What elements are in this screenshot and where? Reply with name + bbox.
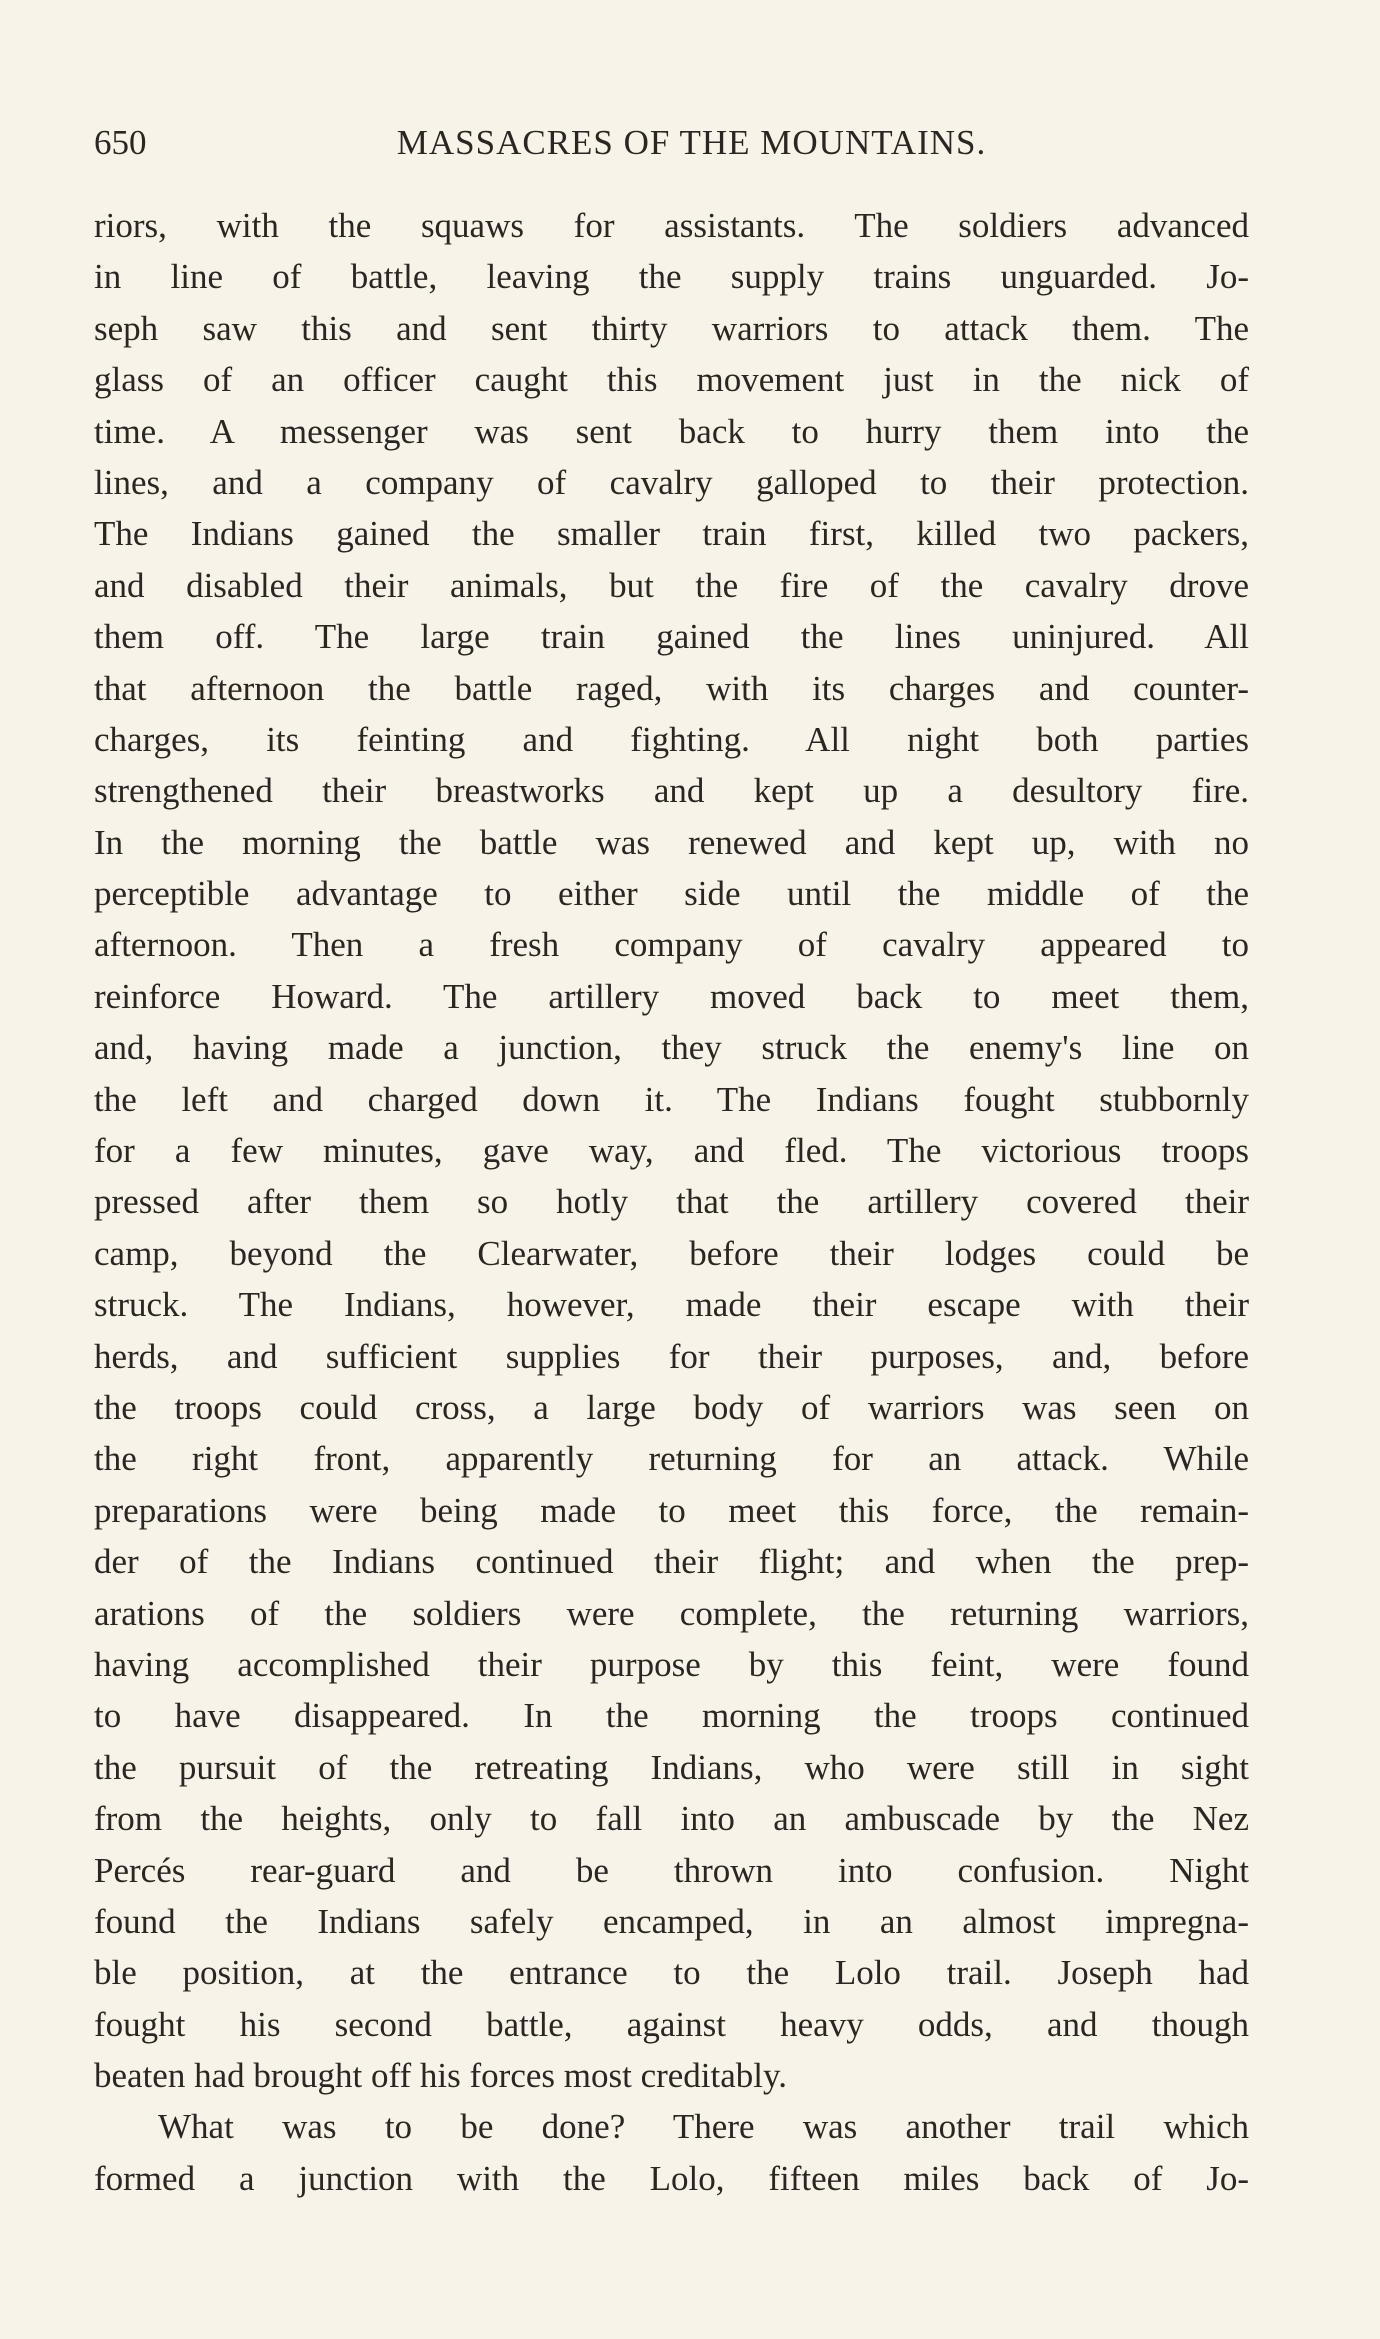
- text-line: reinforce Howard. The artillery moved back to meet them,: [94, 976, 1249, 1016]
- text-line: time. A messenger was sent back to hurry them into the: [94, 411, 1249, 451]
- running-title: MASSACRES OF THE MOUNTAINS.: [396, 123, 987, 162]
- text-line: The Indians gained the smaller train first, killed two packers,: [94, 514, 1249, 554]
- text-line: to have disappeared. In the morning the troops continued: [94, 1696, 1249, 1736]
- text-line: perceptible advantage to either side until the middle of the: [94, 874, 1249, 914]
- text-line: them off. The large train gained the lines uninjured. All: [94, 617, 1249, 657]
- text-line: pressed after them so hotly that the artillery covered their: [94, 1182, 1249, 1222]
- text-line: der of the Indians continued their flight; and when the prep-: [94, 1542, 1249, 1582]
- paragraph-first-line: What was to be done? There was another trail which: [158, 2107, 1249, 2147]
- text-line: arations of the soldiers were complete, the returning warriors,: [94, 1593, 1249, 1633]
- text-line: and, having made a junction, they struck the enemy's line on: [94, 1028, 1249, 1068]
- text-line: camp, beyond the Clearwater, before their lodges could be: [94, 1233, 1249, 1273]
- text-line: having accomplished their purpose by this feint, were found: [94, 1644, 1249, 1684]
- text-line: the left and charged down it. The Indians fought stubbornly: [94, 1079, 1249, 1119]
- body-text: [94, 200, 1249, 2204]
- text-line: charges, its feinting and fighting. All night both parties: [94, 719, 1249, 759]
- text-line: afternoon. Then a fresh company of cavalry appeared to: [94, 925, 1249, 965]
- text-line: strengthened their breastworks and kept up a desultory fire.: [94, 771, 1249, 811]
- text-line: ble position, at the entrance to the Lolo trail. Joseph had: [94, 1953, 1249, 1993]
- text-line: lines, and a company of cavalry galloped to their protection.: [94, 462, 1249, 502]
- text-line: found the Indians safely encamped, in an almost impregna-: [94, 1901, 1249, 1941]
- text-line: the right front, apparently returning for an attack. While: [94, 1439, 1249, 1479]
- text-line: formed a junction with the Lolo, fifteen miles back of Jo-: [94, 2158, 1249, 2198]
- text-line: for a few minutes, gave way, and fled. The victorious troops: [94, 1131, 1249, 1171]
- text-line: herds, and sufficient supplies for their purposes, and, before: [94, 1336, 1249, 1376]
- text-line: the pursuit of the retreating Indians, who were still in sight: [94, 1747, 1249, 1787]
- text-line: Percés rear-guard and be thrown into confusion. Night: [94, 1850, 1249, 1890]
- text-line: and disabled their animals, but the fire of the cavalry drove: [94, 565, 1249, 605]
- text-line: struck. The Indians, however, made their escape with their: [94, 1285, 1249, 1325]
- text-line: that afternoon the battle raged, with its charges and counter-: [94, 668, 1249, 708]
- text-line: fought his second battle, against heavy odds, and though: [94, 2004, 1249, 2044]
- running-head: [94, 118, 1249, 168]
- text-line: from the heights, only to fall into an ambuscade by the Nez: [94, 1799, 1249, 1839]
- text-line: preparations were being made to meet this force, the remain-: [94, 1490, 1249, 1530]
- text-line: glass of an officer caught this movement just in the nick of: [94, 360, 1249, 400]
- page-number: 650: [94, 123, 147, 162]
- text-line: riors, with the squaws for assistants. The soldiers advanced: [94, 206, 1249, 245]
- paragraph-end-line: beaten had brought off his forces most creditably.: [94, 2056, 787, 2096]
- text-line: the troops could cross, a large body of warriors was seen on: [94, 1387, 1249, 1427]
- text-line: In the morning the battle was renewed and kept up, with no: [94, 822, 1249, 862]
- text-line: in line of battle, leaving the supply trains unguarded. Jo-: [94, 257, 1249, 297]
- text-line: seph saw this and sent thirty warriors to attack them. The: [94, 308, 1249, 348]
